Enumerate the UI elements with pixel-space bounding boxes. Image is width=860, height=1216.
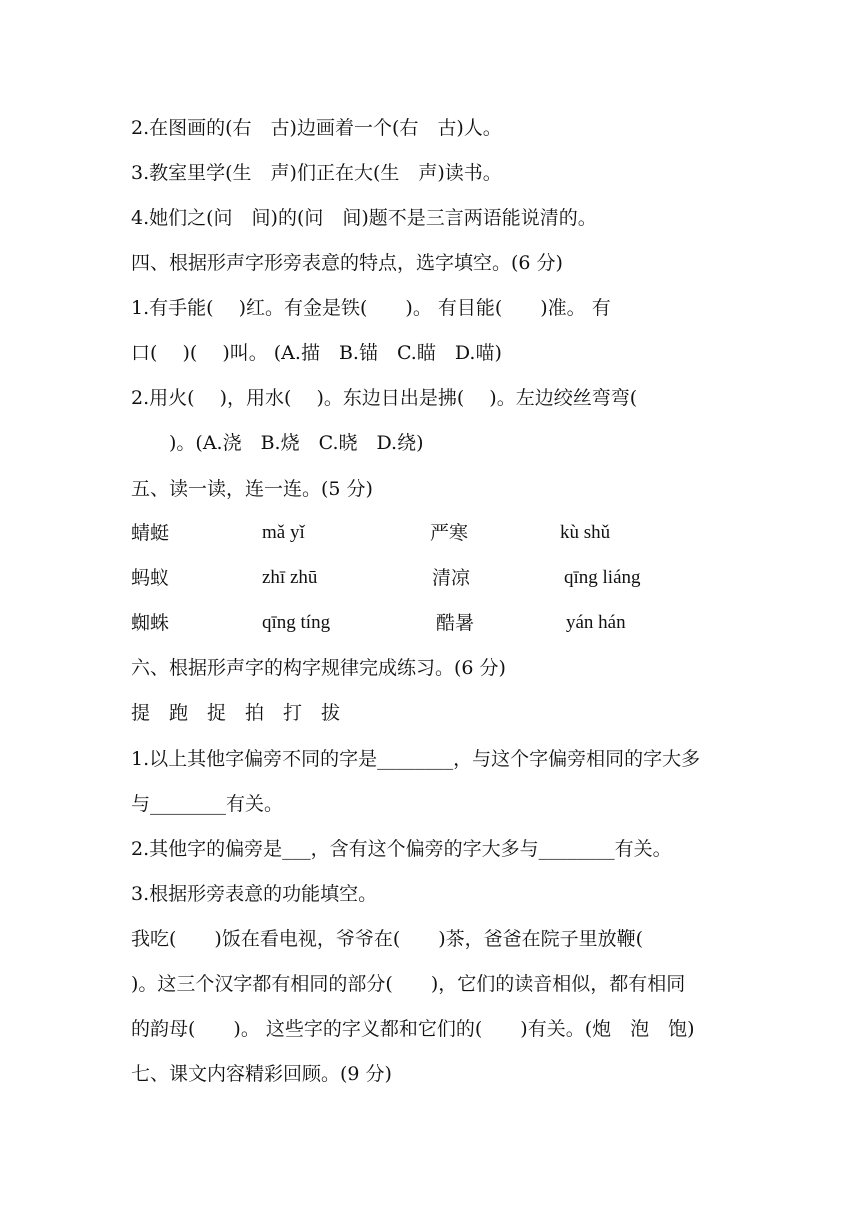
question-6-1-line1: 1.以上其他字偏旁不同的字是________，与这个字偏旁相同的字大多 <box>131 748 701 770</box>
match-pinyin-left: qīng tíng <box>262 612 331 633</box>
question-3-3: 3.教室里学(生 声)们正在大(生 声)读书。 <box>131 162 502 184</box>
section-7-heading: 七、课文内容精彩回顾。(9 分) <box>131 1063 392 1085</box>
character-list: 提 跑 捉 拍 打 拔 <box>131 702 341 724</box>
match-word-left: 蜻蜓 <box>131 522 170 544</box>
match-pinyin-left: zhī zhū <box>262 567 318 588</box>
question-3-4: 4.她们之(问 间)的(问 间)题不是三言两语能说清的。 <box>131 207 597 229</box>
match-word-right: 酷暑 <box>436 612 475 634</box>
paragraph-line3: 的韵母( )。 这些字的字义都和它们的( )有关。(炮 泡 饱) <box>131 1018 695 1040</box>
question-4-1-line1: 1.有手能( )红。有金是铁( )。 有目能( )准。 有 <box>131 297 611 319</box>
question-3-2: 2.在图画的(右 古)边画着一个(右 古)人。 <box>131 117 502 139</box>
match-word-left: 蚂蚁 <box>131 567 170 589</box>
question-4-1-line2: 口( )( )叫。 (A.描 B.锚 C.瞄 D.喵) <box>131 342 502 364</box>
match-pinyin-right: yán hán <box>566 612 626 633</box>
match-pinyin-left: mǎ yǐ <box>262 522 305 543</box>
match-pinyin-right: qīng liáng <box>564 567 641 588</box>
paragraph-line2: )。这三个汉字都有相同的部分( )，它们的读音相似，都有相同 <box>131 973 686 995</box>
paragraph-line1: 我吃( )饭在看电视，爷爷在( )茶，爸爸在院子里放鞭( <box>131 928 644 950</box>
question-6-3: 3.根据形旁表意的功能填空。 <box>131 883 378 905</box>
section-4-heading: 四、根据形声字形旁表意的特点，选字填空。(6 分) <box>131 252 563 274</box>
question-4-2-line2: )。(A.浇 B.烧 C.晓 D.绕) <box>131 432 424 454</box>
match-word-right: 清凉 <box>432 567 471 589</box>
section-6-heading: 六、根据形声字的构字规律完成练习。(6 分) <box>131 657 506 679</box>
question-6-2: 2.其他字的偏旁是___，含有这个偏旁的字大多与________有关。 <box>131 838 672 860</box>
question-4-2-line1: 2.用火( )，用水( )。东边日出是拂( )。左边绞丝弯弯( <box>131 387 638 409</box>
match-word-right: 严寒 <box>430 522 469 544</box>
question-6-1-line2: 与________有关。 <box>131 793 284 815</box>
section-5-heading: 五、读一读，连一连。(5 分) <box>131 478 373 500</box>
match-pinyin-right: kù shǔ <box>560 522 611 543</box>
match-word-left: 蜘蛛 <box>131 612 170 634</box>
